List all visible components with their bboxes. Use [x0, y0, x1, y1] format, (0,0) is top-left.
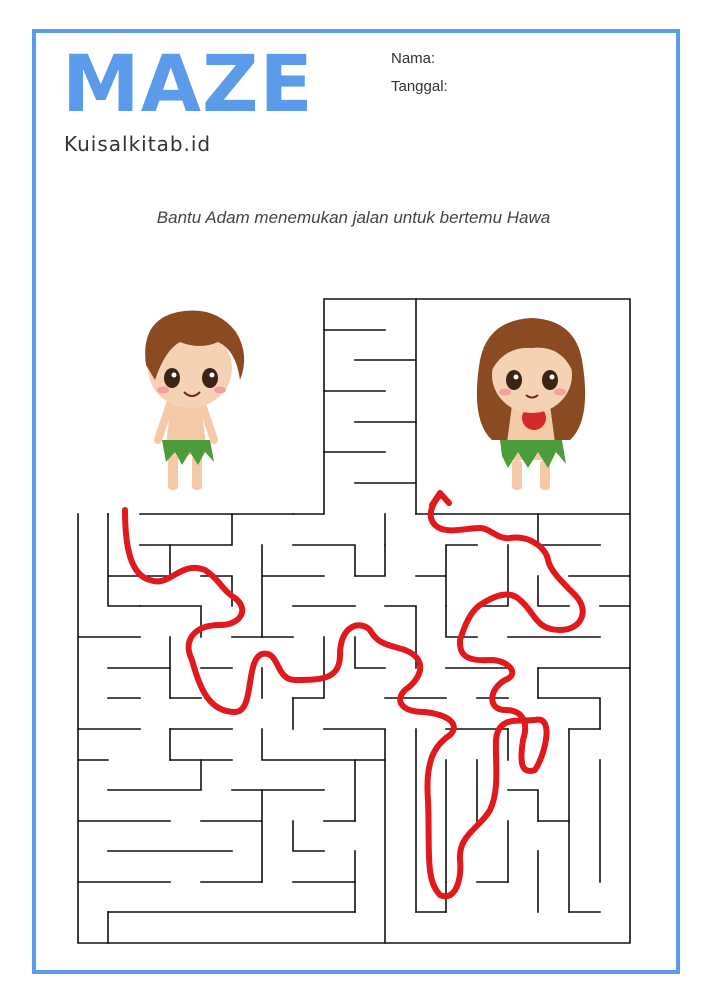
- page-title: MAZE: [62, 40, 314, 130]
- hawa-icon: [477, 318, 585, 490]
- site-name: Kuisalkitab.id: [64, 132, 212, 156]
- date-label: Tanggal:: [391, 78, 448, 95]
- name-label: Nama:: [391, 50, 436, 67]
- instruction-text: Bantu Adam menemukan jalan untuk bertemu Hawa: [156, 208, 551, 227]
- solution-path: [125, 493, 583, 896]
- adam-icon: [145, 311, 244, 490]
